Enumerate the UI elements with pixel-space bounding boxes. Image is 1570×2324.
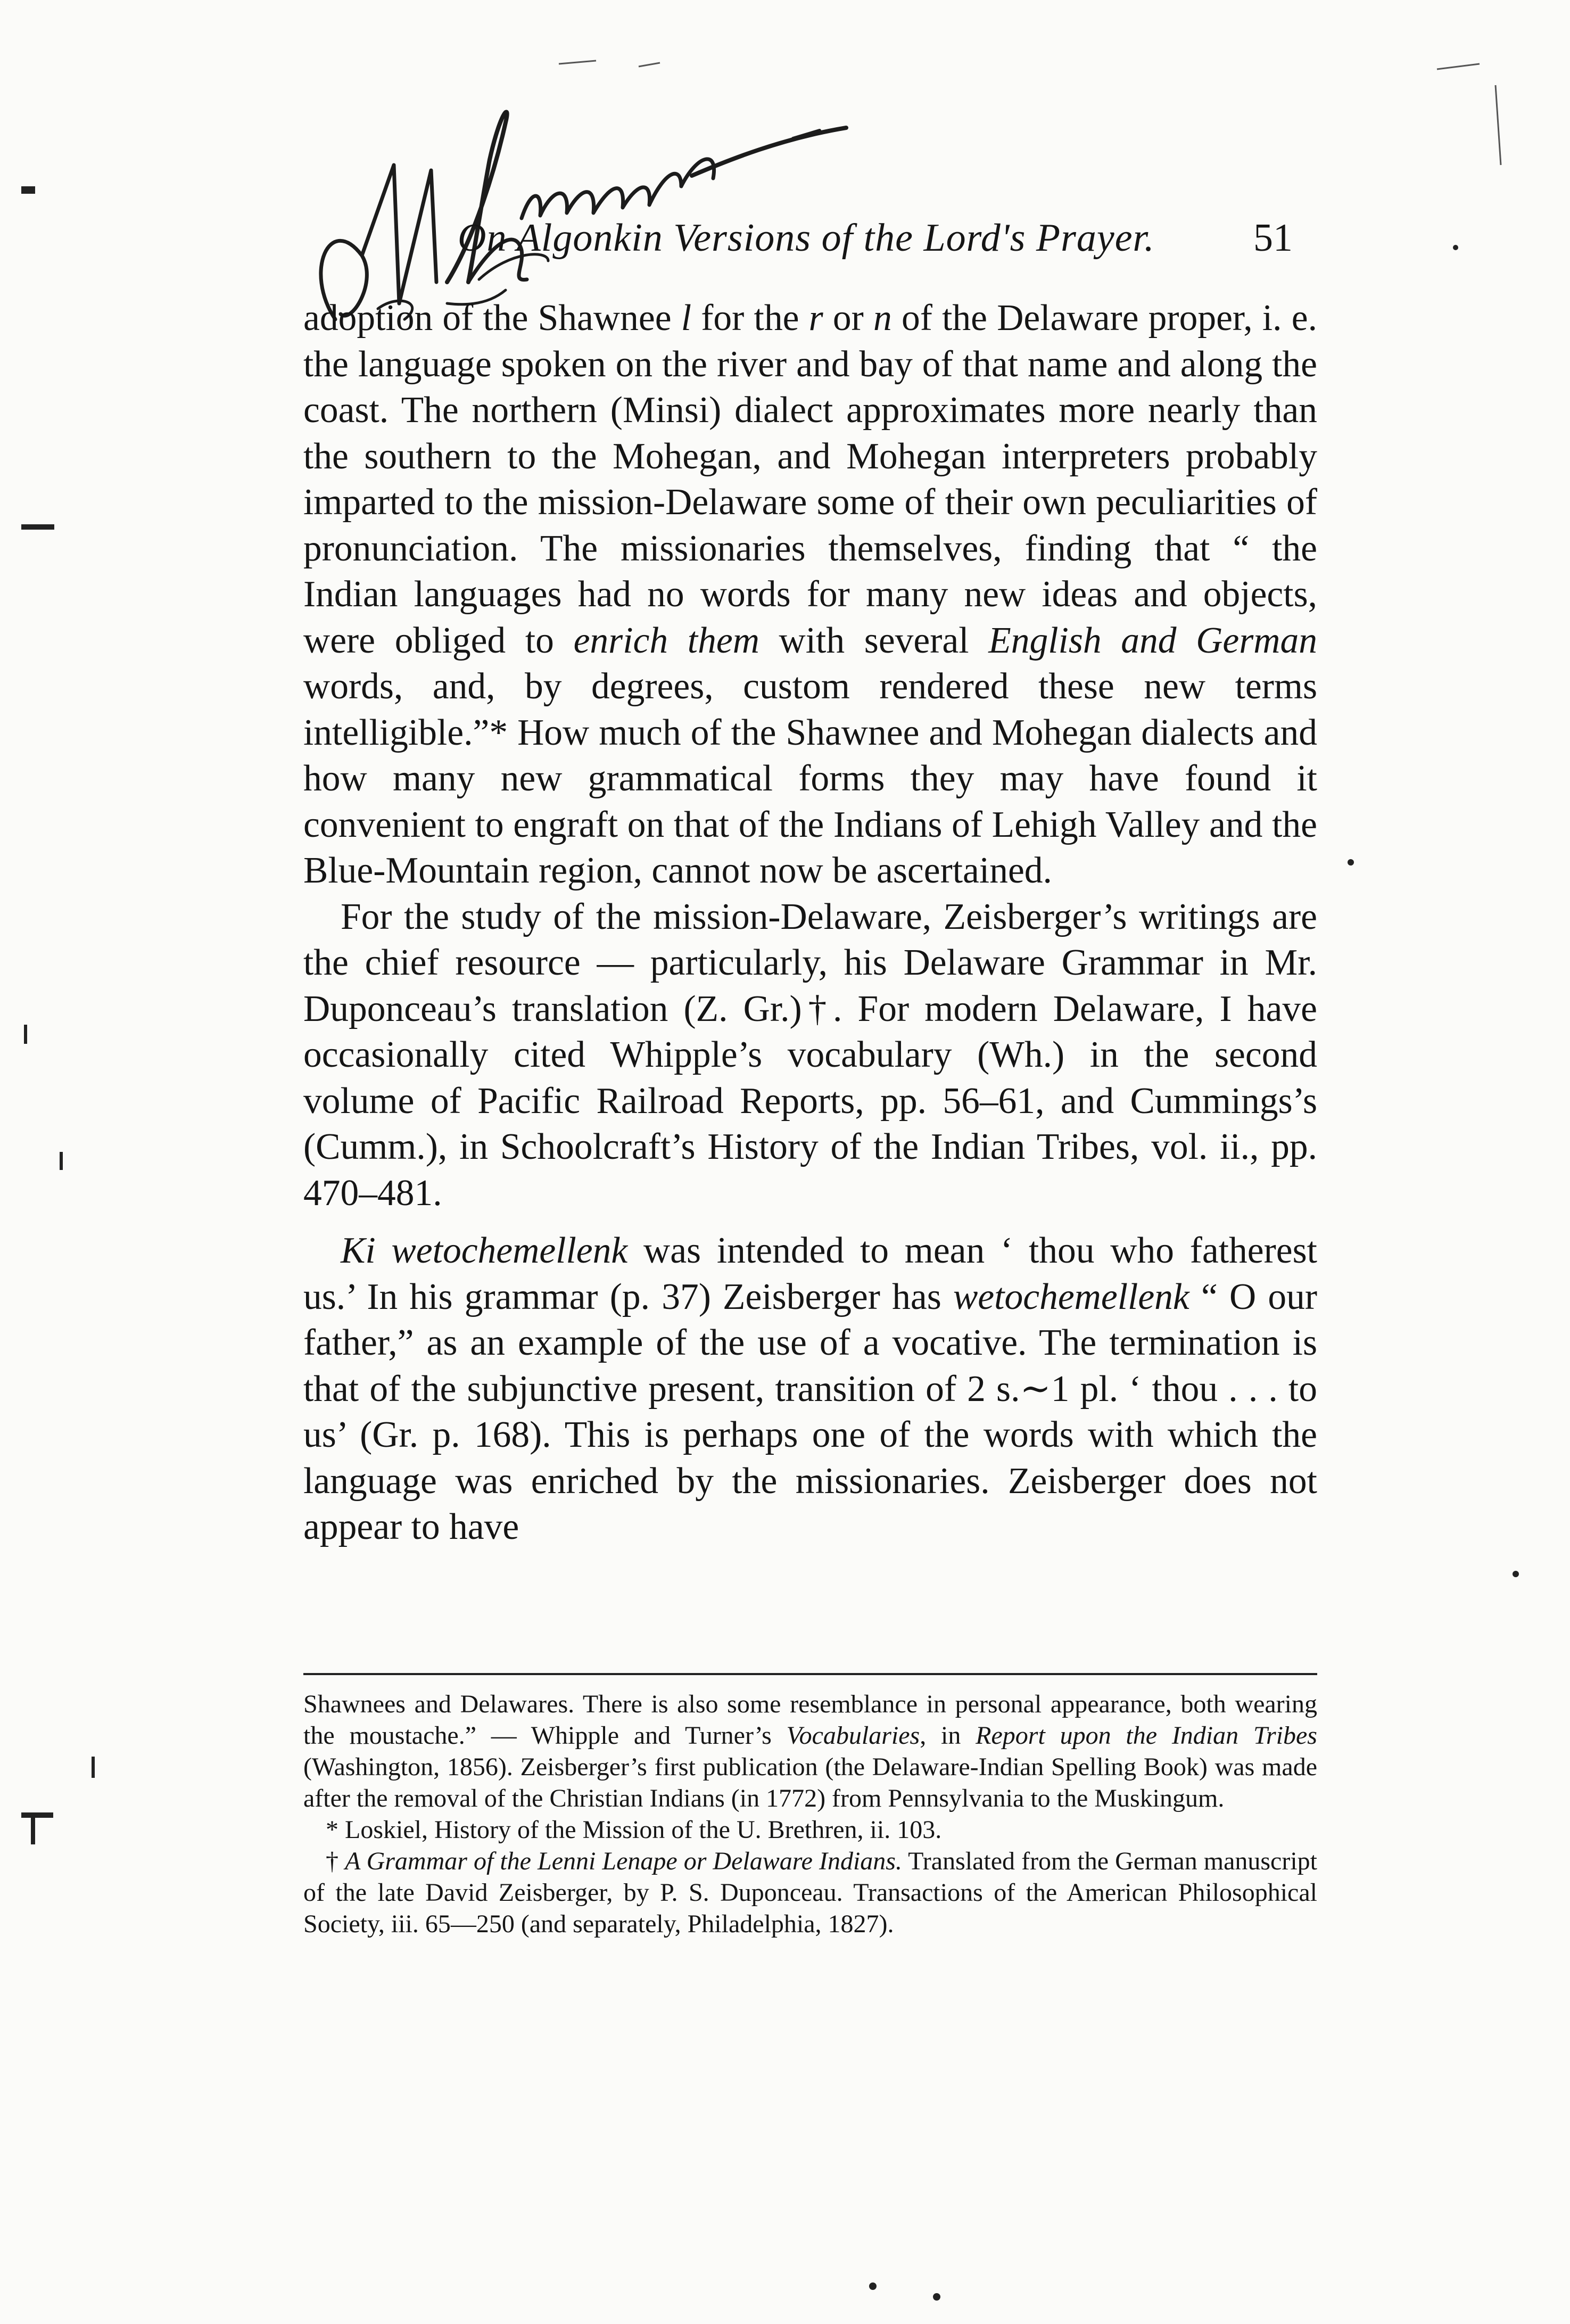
italic-text-segment: Ki wetochemellenk <box>341 1230 628 1271</box>
italic-text-segment: enrich them <box>573 620 759 661</box>
text-segment: was intended to mean ‘ thou who fatherest us.’ In his grammar (p. 37) Zeisberger has <box>303 1230 1317 1317</box>
text-segment: for the <box>691 298 809 339</box>
text-segment: words, and, by degrees, custom rendered these new terms intelligible.”* How much of the Shawnee and Mohegan dialects and how many new grammatical forms they may have found it convenient to engraft on that of the Indians of Lehigh Valley and the Blue-Mountain region, cannot now be ascertained. <box>303 666 1317 891</box>
text-segment: (Washington, 1856). Zeisberger’s first publication (the Delaware-Indian Spelling Book) was made after the removal of the Christian Indians (in 1772) from Pennsylvania to the Muskingum. <box>303 1753 1317 1812</box>
italic-text-segment: wetochemellenk <box>953 1276 1189 1317</box>
text-segment: “ O our father,” as an example of the use of a vocative. The termination is that of the subjunctive present, transition of 2 s.∼1 pl. ‘ thou . . . to us’ (Gr. p. 168). This is perhaps one of the words with which the language was enriched by the missionaries. Zeisberger does not appear to have <box>303 1276 1318 1547</box>
body-text <box>303 295 1317 1551</box>
italic-text-segment: r <box>808 298 823 339</box>
text-segment: or <box>823 298 874 339</box>
text-segment: with several <box>759 620 989 661</box>
footnote-continued <box>303 1688 1317 1814</box>
italic-text-segment: English and German <box>988 620 1317 661</box>
footnote-asterisk <box>303 1814 1317 1845</box>
italic-text-segment: l <box>681 298 692 339</box>
paragraph-2 <box>303 894 1317 1217</box>
text-segment: , in <box>920 1721 976 1750</box>
italic-text-segment: Report upon the Indian Tribes <box>976 1721 1317 1750</box>
footnote-divider <box>303 1673 1317 1675</box>
text-segment: adoption of the Shawnee <box>303 298 681 339</box>
text-segment: Shawnees and Delawares. There is also some resemblance in personal appearance, both wearing the moustache.” — Whipple and Turner’s <box>303 1690 1317 1750</box>
text-segment: of the Delaware proper, i. e. the language spoken on the river and bay of that name and along the coast. The northern (Minsi) dialect approximates more nearly than the southern to the Mohegan, and Mohegan interpreters probably imparted to the mission-Delaware some of their own peculiarities of pronunciation. The missionaries themselves, finding that “ the Indian languages had no words for many new ideas and objects, were obliged to <box>303 298 1317 661</box>
footnotes <box>303 1688 1317 1940</box>
handwritten-signature <box>271 80 889 330</box>
text-segment: Translated from the German manuscript of the late David Zeisberger, by P. S. Duponceau. Transactions of the American Philosophical Society, iii. 65—250 (and separately, Philadelphia, 1827). <box>303 1847 1318 1938</box>
italic-text-segment: A Grammar of the Lenni Lenape or Delaware Indians. <box>345 1847 902 1875</box>
paragraph-3 <box>303 1228 1317 1551</box>
page-number: 51 <box>1253 216 1293 260</box>
footnote-dagger <box>303 1845 1317 1940</box>
italic-text-segment: n <box>873 298 892 339</box>
italic-text-segment: Vocabularies <box>786 1721 920 1750</box>
text-segment: † <box>326 1847 345 1875</box>
paragraph-1 <box>303 295 1317 894</box>
text-segment: * Loskiel, History of the Mission of the U. Brethren, ii. 103. <box>326 1816 942 1844</box>
running-header-title: On Algonkin Versions of the Lord's Prayer. <box>458 216 1155 260</box>
text-segment: For the study of the mission-Delaware, Zeisberger’s writings are the chief resource — particularly, his Delaware Grammar in Mr. Duponceau’s translation (Z. Gr.)†. For modern Delaware, I have occasionally cited Whipple’s vocabulary (Wh.) in the second volume of Pacific Railroad Reports, pp. 56–61, and Cummings’s (Cumm.), in Schoolcraft’s History of the Indian Tribes, vol. ii., pp. 470–481. <box>303 896 1317 1214</box>
